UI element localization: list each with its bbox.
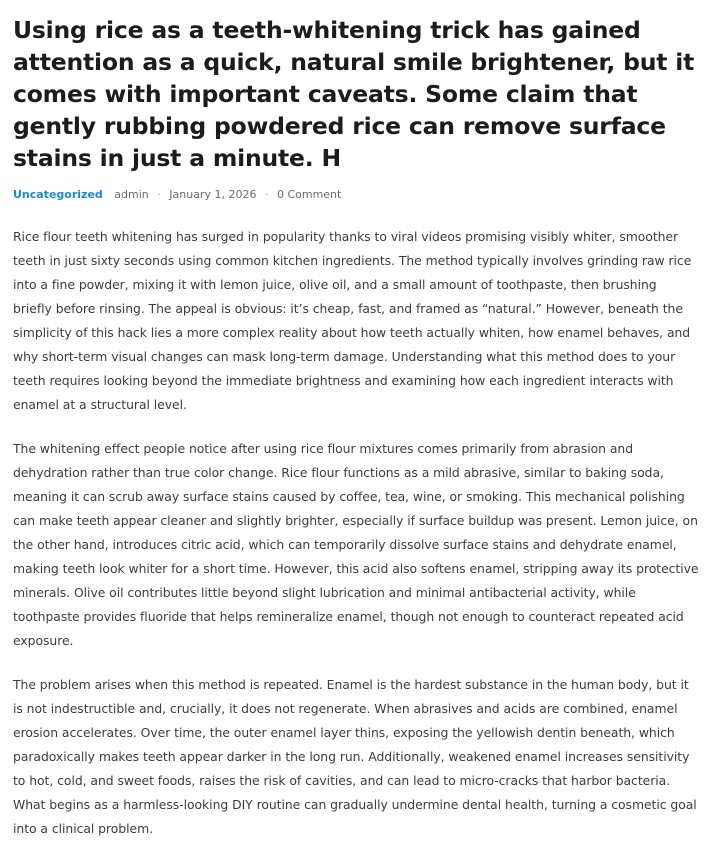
category-link[interactable]: Uncategorized bbox=[13, 188, 103, 201]
article-meta bbox=[13, 188, 699, 202]
comments-link[interactable]: 0 Comment bbox=[276, 188, 342, 201]
paragraph: The problem arises when this method is repeated. Enamel is the hardest substance in the human body, but it is not indestructible and, crucially, it does not regenerate. When abrasives and acids are combined, enamel erosion accelerates. Over time, the outer enamel layer thins, exposing the yellowish dentin beneath, which paradoxically makes teeth appear darker in the long run. Additionally, weakened enamel increases sensitivity to hot, cold, and sweet foods, raises the risk of cavities, and can lead to micro-cracks that harbor bacteria. What begins as a harmless-looking DIY routine can gradually undermine dental health, turning a cosmetic goal into a clinical problem. bbox=[13, 677, 697, 836]
author-link[interactable]: admin bbox=[114, 188, 149, 201]
article-body bbox=[13, 225, 699, 841]
paragraph: Rice flour teeth whitening has surged in popularity thanks to viral videos promising visibly whiter, smoother teeth in just sixty seconds using common kitchen ingredients. The method typically involves grinding raw rice into a fine powder, mixing it with lemon juice, olive oil, and a small amount of toothpaste, then brushing briefly before rinsing. The appeal is obvious: it’s cheap, fast, and framed as “natural.” However, beneath the simplicity of this hack lies a more complex reality about how teeth actually whiten, how enamel behaves, and why short-term visual changes can mask long-term damage. Understanding what this method does to your teeth requires looking beyond the immediate brightness and examining how each ingredient interacts with enamel at a structural level. bbox=[13, 229, 692, 412]
meta-separator: · bbox=[157, 188, 161, 201]
post-date[interactable]: January 1, 2026 bbox=[169, 188, 257, 201]
meta-separator: · bbox=[264, 188, 269, 201]
article-title: Using rice as a teeth-whitening trick has gained attention as a quick, natural smile brightener, but it comes with important caveats. Some claim that gently rubbing powdered rice can remove surface stains in just a minute. H bbox=[13, 16, 695, 172]
paragraph: The whitening effect people notice after using rice flour mixtures comes primarily from abrasion and dehydration rather than true color change. Rice flour functions as a mild abrasive, similar to baking soda, meaning it can scrub away surface stains caused by coffee, tea, wine, or smoking. This mechanical polishing can make teeth appear cleaner and slightly brighter, especially if surface buildup was present. Lemon juice, on the other hand, introduces citric acid, which can temporarily dissolve surface stains and dehydrate enamel, making teeth look whiter for a short time. However, this acid also softens enamel, stripping away its protective minerals. Olive oil contributes little beyond slight lubrication and minimal antibacterial activity, while toothpaste provides fluoride that helps remineralize enamel, though not enough to counteract repeated acid exposure. bbox=[13, 441, 699, 648]
